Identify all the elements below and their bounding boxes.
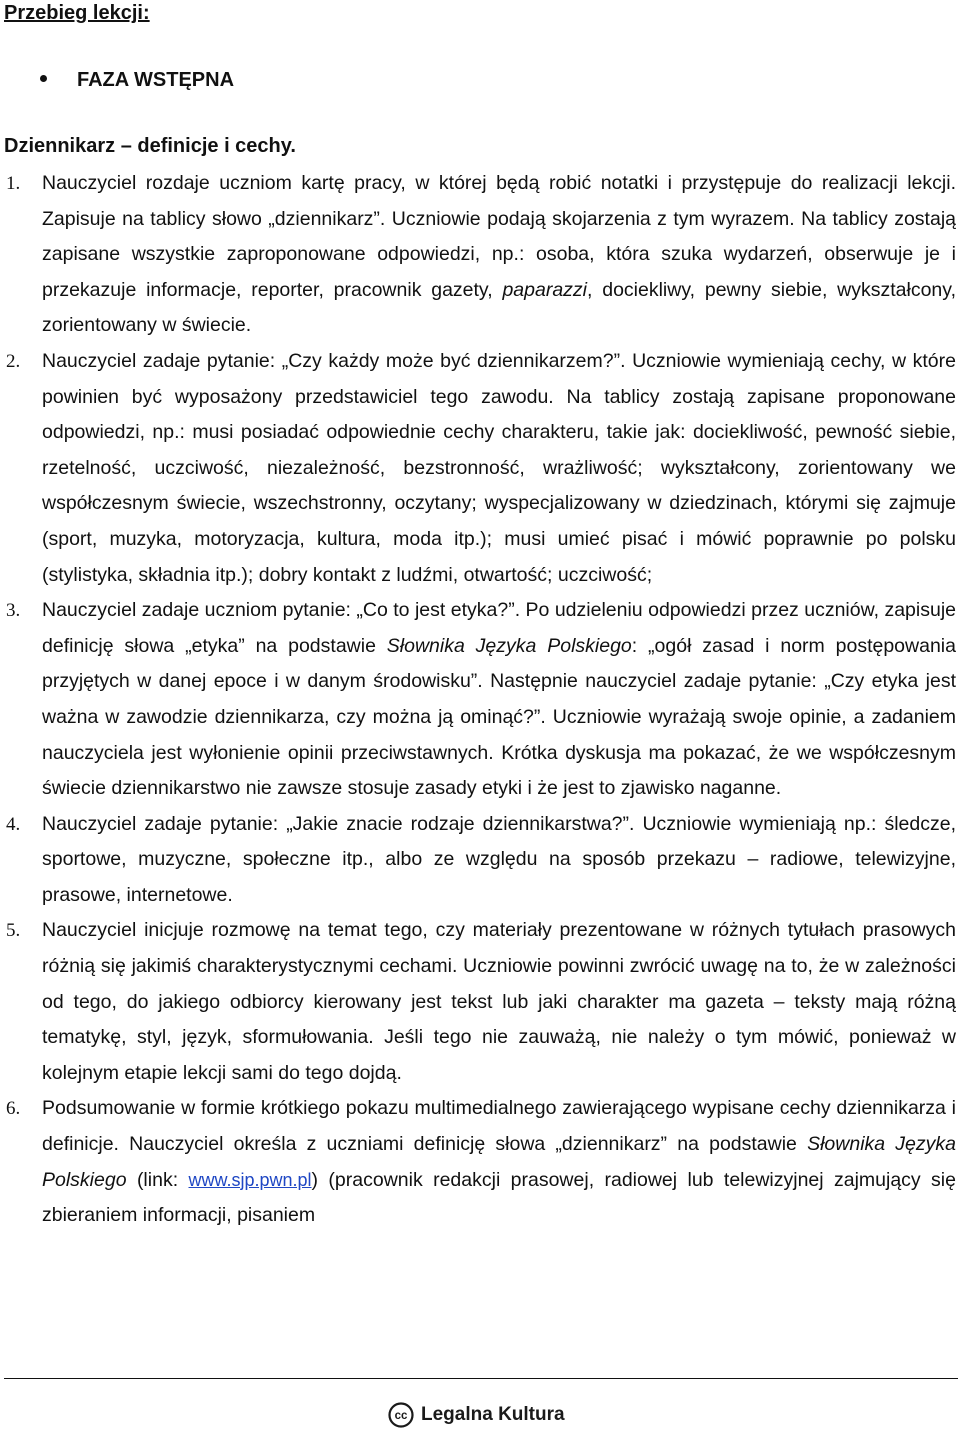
step-text-after: , dociekliwy, pewny siebie, wykształcony, zorientowany w świecie. [42, 278, 956, 337]
list-item [0, 593, 956, 807]
step-number: 5. [6, 920, 21, 942]
step-text: Nauczyciel zadaje pytanie: „Czy każdy może być dziennikarzem?”. Uczniowie wymieniają cechy, w które powinien być wyposażony przedstawiciel tego zawodu. Na tablicy zostają zapisane proponowane odpowiedzi, np.: musi posiadać odpowiednie cechy charakteru, takie jak: dociekliwość, pewność siebie, rzetelność, uczciwość, niezależność, bezstronność, wrażliwość; wykształcony, zorientowany we współczesnym świecie, wszechstronny, oczytany; wyspecjalizowany w dziedzinach, którymi się zajmuje (sport, muzyka, motoryzacja, kultura, moda itp.); musi umieć pisać i mówić poprawnie po polsku (stylistyka, składnia itp.); dobry kontakt z ludźmi, otwartość; uczciwość; [42, 349, 956, 586]
step-number: 1. [6, 173, 21, 194]
cc-icon [388, 1402, 414, 1428]
step-italic-text: Słownika Języka Polskiego [386, 634, 632, 657]
step-number: 3. [6, 600, 21, 622]
list-item [0, 166, 956, 344]
phase-bullet [40, 66, 234, 94]
list-item [0, 344, 956, 593]
step-text: Nauczyciel zadaje uczniom pytanie: „Co to jest etyka?”. Po udzieleniu odpowiedzi przez uczniów, zapisuje definicję słowa „etyka” na podstawie [42, 599, 956, 657]
list-item [0, 807, 956, 914]
steps-list [0, 166, 956, 1234]
step-number: 4. [6, 813, 21, 835]
step-italic-text: paparazzi [502, 278, 588, 301]
step-text: Nauczyciel inicjuje rozmowę na temat tego, czy materiały prezentowane w różnych tytułach prasowych różnią się jakimiś charakterystycznymi cechami. Uczniowie powinni zwrócić uwagę na to, że w zależności od tego, do jakiego odbiorcy kierowany jest tekst lub jaki charakter ma gazeta – teksty mają różną tematykę, styl, język, sformułowania. Jeśli tego nie zauważą, nie należy o tym mówić, ponieważ w kolejnym etapie lekcji sami do tego dojdą. [42, 919, 956, 1084]
step-number: 6. [6, 1098, 21, 1120]
list-item [0, 913, 956, 1091]
page-title: Przebieg lekcji: [4, 2, 150, 24]
footer-divider [4, 1378, 958, 1379]
section-subheading: Dziennikarz – definicje i cechy. [4, 135, 296, 157]
step-text-after: ) (pracownik redakcji prasowej, radiowej lub telewizyjnej zajmujący się zbieraniem informacji, pisaniem [42, 1168, 956, 1227]
list-item [0, 1091, 956, 1233]
step-italic-text: Słownika Języka Polskiego [42, 1133, 956, 1191]
step-text: Nauczyciel zadaje pytanie: „Jakie znacie rodzaje dziennikarstwa?”. Uczniowie wymieniają np.: śledcze, sportowe, muzyczne, społeczne itp., albo ze względu na sposób przekazu – radiowe, telewizyjne, prasowe, internetowe. [42, 812, 956, 906]
step-number: 2. [6, 350, 21, 372]
sjp-link[interactable]: www.sjp.pwn.pl [188, 1169, 312, 1190]
step-text: Nauczyciel rozdaje uczniom kartę pracy, w której będą robić notatki i przystępuje do realizacji lekcji. Zapisuje na tablicy słowo „dziennikarz”. Uczniowie podają skojarzenia z tym wyrazem. Na tablicy zostają zapisane wszystkie zaproponowane odpowiedzi, np.: osoba, która szuka wydarzeń, obserwuje je i przekazuje informacje, reporter, pracownik gazety, [42, 172, 956, 301]
footer-logo [388, 1402, 565, 1428]
step-text: Podsumowanie w formie krótkiego pokazu multimedialnego zawierającego wypisane cechy dziennikarza i definicje. Nauczyciel określa z uczniami definicję słowa „dziennikarz” na podstawie [42, 1097, 956, 1156]
footer-brand-name: Legalna Kultura [421, 1404, 565, 1425]
bullet-dot-icon [40, 75, 47, 82]
step-text-after: : „ogół zasad i norm postępowania przyjętych w danej epoce i w danym środowisku”. Następnie nauczyciel zadaje pytanie: „Czy etyka jest ważna w zawodzie dziennikarza, czy można ją ominąć?”. Uczniowie wyrażają swoje opinie, a zadaniem nauczyciela jest wyłonienie opinii przeciwstawnych. Krótka dyskusja ma pokazać, że we współczesnym świecie dziennikarstwo nie zawsze stosuje zasady etyki i że jest to zjawisko naganne. [42, 634, 956, 800]
step-text-mid: (link: [126, 1168, 189, 1191]
svg-text:cc: cc [394, 1410, 408, 1423]
phase-label: FAZA WSTĘPNA [77, 69, 235, 91]
